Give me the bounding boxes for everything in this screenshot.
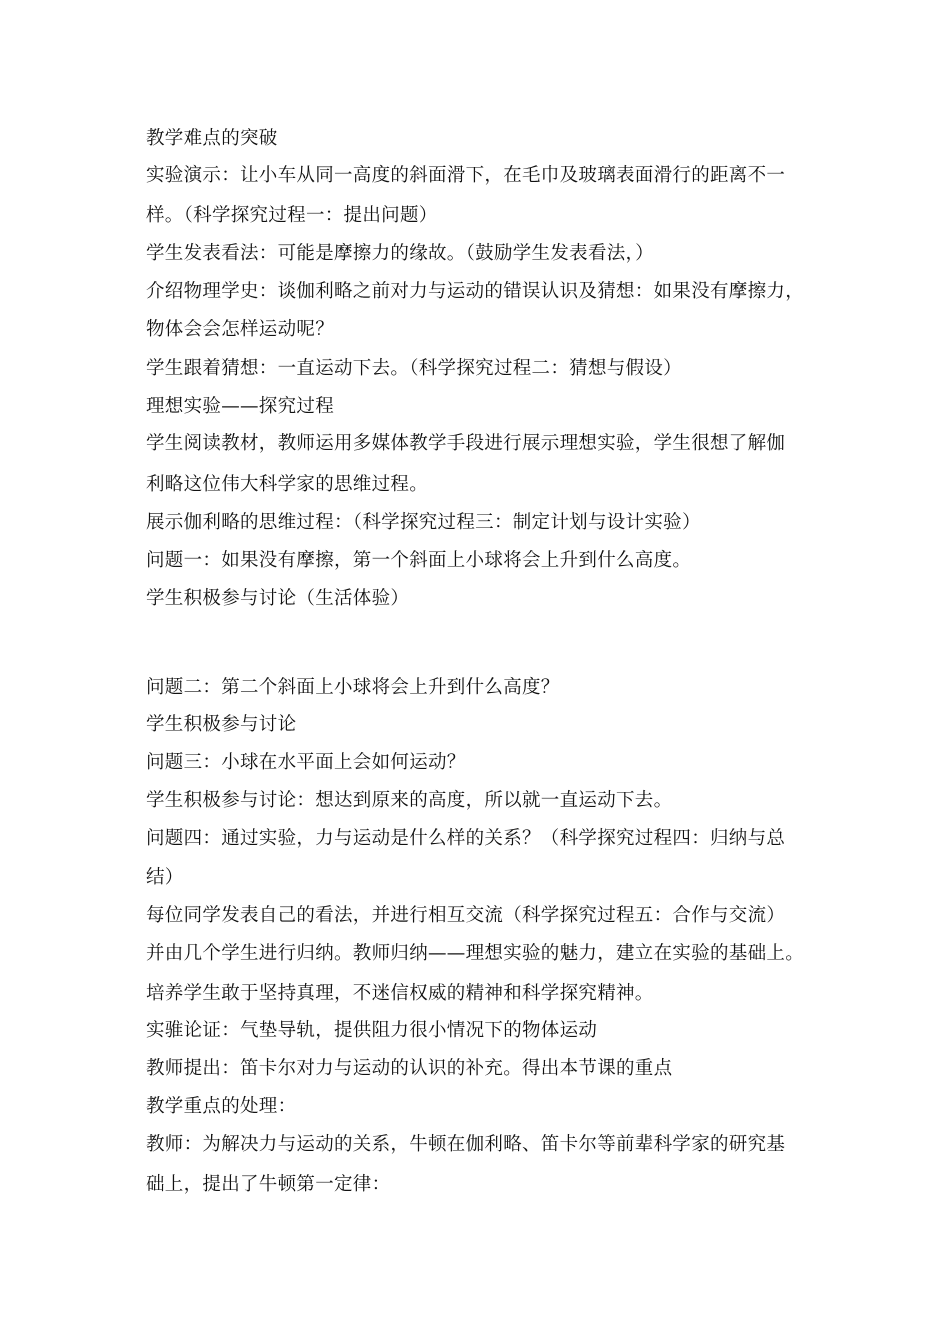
- paragraph-line: 利略这位伟大科学家的思维过程。: [146, 474, 429, 495]
- paragraph-line: 展示伽利略的思维过程：（科学探究过程三：制定计划与设计实验）: [146, 512, 701, 533]
- paragraph-line: 问题一：如果没有摩擦，第一个斜面上小球将会上升到什么高度。: [146, 550, 692, 571]
- paragraph-line: 并由几个学生进行归纳。教师归纳——理想实验的魅力，建立在实验的基础上。: [146, 943, 805, 964]
- paragraph-line: 实骓论证：气垫导轨，提供阻力很小情况下的物体运动: [146, 1020, 598, 1041]
- paragraph-line: 教师提出：笛卡尔对力与运动的认识的补充。得出本节课的重点: [146, 1058, 673, 1079]
- paragraph-line: 学生积极参与讨论: [146, 714, 297, 735]
- paragraph-line: 实验演示：让小车从同一高度的斜面滑下，在毛巾及玻璃表面滑行的距离不一: [146, 165, 786, 186]
- paragraph-line: 学生阅读教材，教师运用多媒体教学手段进行展示理想实验，学生很想了解伽: [146, 433, 786, 454]
- paragraph-line: 培养学生敢于坚持真理，不迷信权威的精神和科学探究精神。: [146, 983, 654, 1004]
- paragraph-line: 学生积极参与讨论：想达到原来的高度，所以就一直运动下去。: [146, 790, 673, 811]
- paragraph-line: 问题二：第二个斜面上小球将会上升到什么高度？: [146, 677, 560, 698]
- paragraph-line: 样。（科学探究过程一：提出问题）: [146, 205, 438, 226]
- paragraph-line: 每位同学发表自己的看法，并进行相互交流（科学探究过程五：合作与交流）: [146, 905, 786, 926]
- paragraph-line: 问题四：通过实验，力与运动是什么样的关系？（科学探究过程四：归纳与总: [146, 828, 786, 849]
- paragraph-line: 介绍物理学史：谈伽利略之前对力与运动的错误认识及猜想：如果没有摩擦力，: [146, 281, 805, 302]
- paragraph-line: 础上，提出了牛顿第一定律：: [146, 1174, 391, 1195]
- paragraph-line: 教师：为解决力与运动的关系，牛顿在伽利略、笛卡尔等前辈科学家的研究基: [146, 1134, 786, 1155]
- paragraph-line: 学生发表看法：可能是摩擦力的缘故。（鼓励学生发表看法，）: [146, 243, 654, 264]
- paragraph-line: 教学重点的处理：: [146, 1096, 297, 1117]
- paragraph-line: 学生跟着猜想：一直运动下去。（科学探究过程二：猜想与假设）: [146, 358, 682, 379]
- paragraph-line: 物体会会怎样运动呢？: [146, 319, 335, 340]
- section-heading: 教学难点的突破: [146, 128, 278, 149]
- paragraph-line: 理想实验——探究过程: [146, 396, 335, 417]
- paragraph-line: 结）: [146, 867, 184, 888]
- paragraph-line: 学生积极参与讨论（生活体验）: [146, 588, 410, 609]
- paragraph-line: 问题三：小球在水平面上会如何运动？: [146, 752, 466, 773]
